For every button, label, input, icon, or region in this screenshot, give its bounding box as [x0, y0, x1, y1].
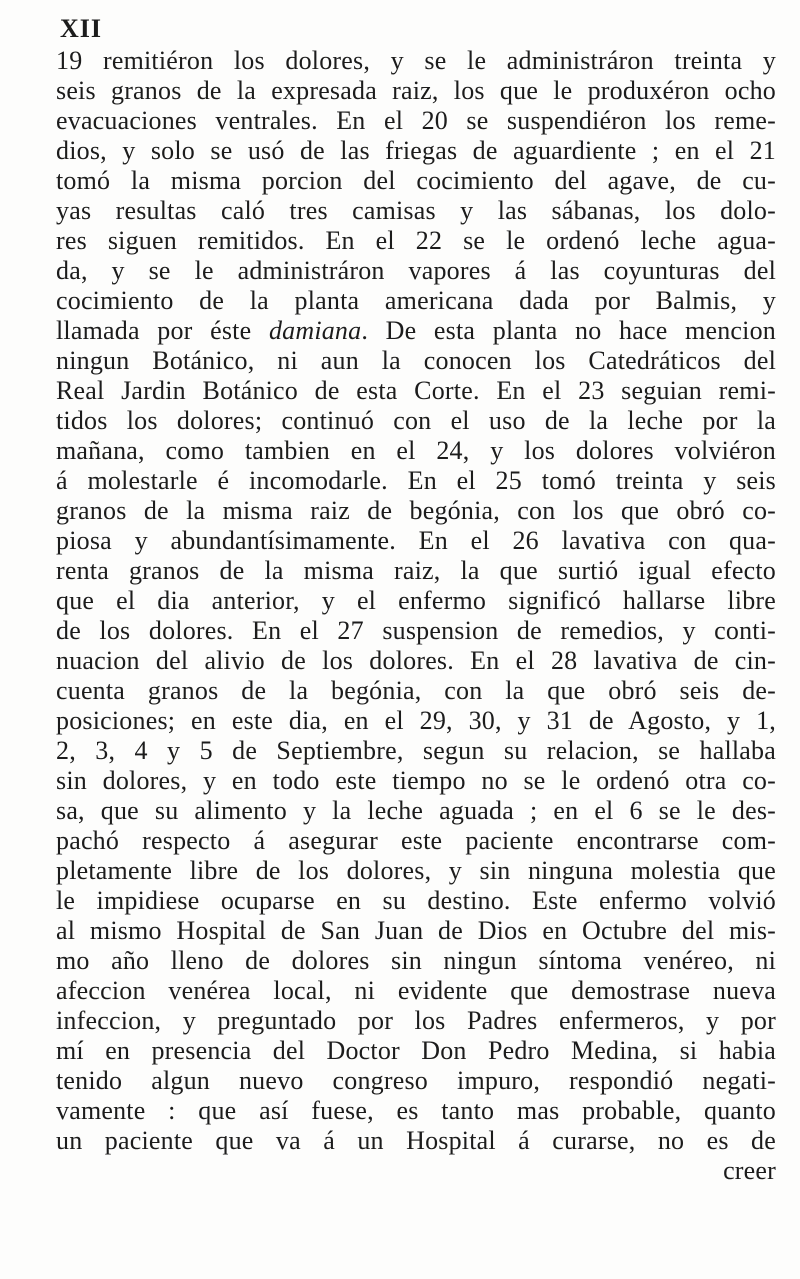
text-line: posiciones; en este dia, en el 29, 30, y 31 de Agosto, y 1, [56, 706, 776, 735]
text-line: al mismo Hospital de San Juan de Dios en Octubre del mis- [56, 916, 776, 945]
text-line: ningun Botánico, ni aun la conocen los Catedráticos del [56, 346, 776, 375]
text-line: le impidiese ocuparse en su destino. Este enfermo volvió [56, 886, 776, 915]
text-line: pachó respecto á asegurar este paciente encontrarse com- [56, 826, 776, 855]
text-line: sin dolores, y en todo este tiempo no se le ordenó otra co- [56, 766, 776, 795]
text-line: un paciente que va á un Hospital á curarse, no es de [56, 1126, 776, 1155]
text-line: cuenta granos de la begónia, con la que obró seis de- [56, 676, 776, 705]
text-line: de los dolores. En el 27 suspension de remedios, y conti- [56, 616, 776, 645]
text-line: que el dia anterior, y el enfermo significó hallarse libre [56, 586, 776, 615]
text-line: tidos los dolores; continuó con el uso de la leche por la [56, 406, 776, 435]
text-line: mañana, como tambien en el 24, y los dolores volviéron [56, 436, 776, 465]
text-line: 2, 3, 4 y 5 de Septiembre, segun su relacion, se hallaba [56, 736, 776, 765]
text-line: seis granos de la expresada raiz, los que le produxéron ocho [56, 76, 776, 105]
text-line: tomó la misma porcion del cocimiento del agave, de cu- [56, 166, 776, 195]
text-line: piosa y abundantísimamente. En el 26 lavativa con qua- [56, 526, 776, 555]
text-line: mo año lleno de dolores sin ningun síntoma venéreo, ni [56, 946, 776, 975]
text-line: yas resultas caló tres camisas y las sábanas, los dolo- [56, 196, 776, 225]
text-line: dios, y solo se usó de las friegas de aguardiente ; en el 21 [56, 136, 776, 165]
text-line: creer [723, 1156, 776, 1185]
text-line: llamada por éste damiana. De esta planta no hace mencion [56, 316, 776, 345]
text-line: sa, que su alimento y la leche aguada ; en el 6 se le des- [56, 796, 776, 825]
text-line: da, y se le administráron vapores á las coyunturas del [56, 256, 776, 285]
text-line: afeccion venérea local, ni evidente que demostrase nueva [56, 976, 776, 1005]
italic-term: damiana [268, 316, 362, 345]
page-number: XII [60, 14, 103, 43]
body-text [56, 46, 776, 1186]
text-line: tenido algun nuevo congreso impuro, respondió negati- [56, 1066, 776, 1095]
text-line: renta granos de la misma raiz, la que surtió igual efecto [56, 556, 776, 585]
text-line: pletamente libre de los dolores, y sin ninguna molestia que [56, 856, 776, 885]
text-line: evacuaciones ventrales. En el 20 se suspendiéron los reme- [56, 106, 776, 135]
text-line: mí en presencia del Doctor Don Pedro Medina, si habia [56, 1036, 776, 1065]
text-line: granos de la misma raiz de begónia, con los que obró co- [56, 496, 776, 525]
text-line: res siguen remitidos. En el 22 se le ordenó leche agua- [56, 226, 776, 255]
text-line: vamente : que así fuese, es tanto mas probable, quanto [56, 1096, 776, 1125]
text-line: nuacion del alivio de los dolores. En el 28 lavativa de cin- [56, 646, 776, 675]
text-line: á molestarle é incomodarle. En el 25 tomó treinta y seis [56, 466, 776, 495]
text-line: Real Jardin Botánico de esta Corte. En el 23 seguian remi- [56, 376, 776, 405]
text-line: cocimiento de la planta americana dada por Balmis, y [56, 286, 776, 315]
text-line: 19 remitiéron los dolores, y se le administráron treinta y [56, 46, 776, 75]
text-line: infeccion, y preguntado por los Padres enfermeros, y por [56, 1006, 776, 1035]
